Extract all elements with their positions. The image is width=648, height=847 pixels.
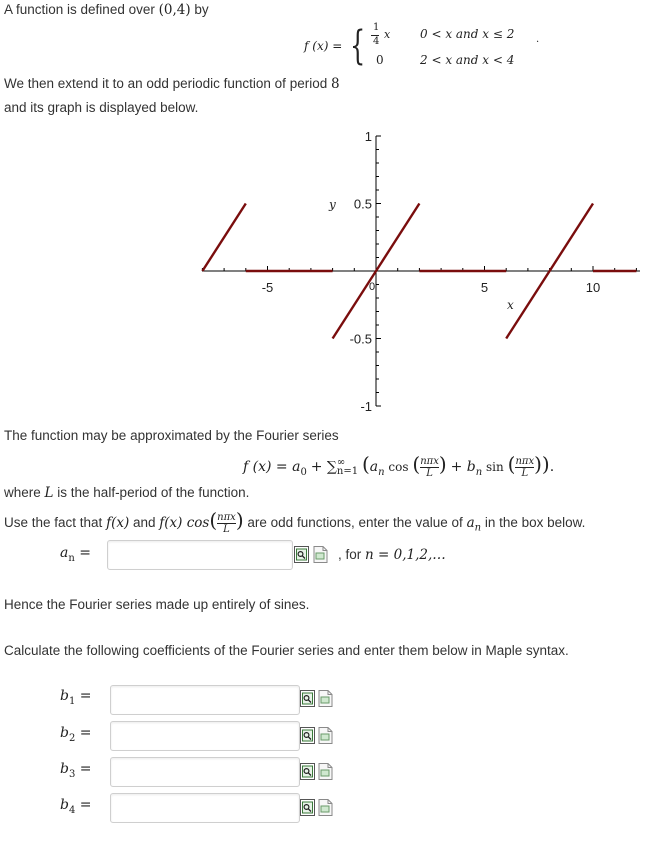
paren-cos-open: ( xyxy=(412,452,421,476)
function-segment xyxy=(202,204,245,272)
q-frac-num: nπx xyxy=(217,511,236,523)
cos-fraction xyxy=(420,456,439,479)
y-tick-label: -0.5 xyxy=(349,331,372,347)
an-label xyxy=(60,545,91,564)
fourier-formula xyxy=(243,452,554,482)
q-rest2: in the box below. xyxy=(484,515,586,530)
b4-preview-icon[interactable] xyxy=(300,799,315,816)
b3-eq: = xyxy=(79,761,92,777)
x-axis-label: x xyxy=(507,298,514,312)
for-word: , for xyxy=(338,547,362,562)
formula-sum: + ∑ xyxy=(310,459,337,475)
q-fraction xyxy=(217,512,236,535)
intro-by: by xyxy=(194,2,209,17)
formula-bn-sub: n xyxy=(475,466,483,478)
where-word: where xyxy=(4,485,41,500)
extend-line-2: and its graph is displayed below. xyxy=(4,100,199,115)
piecewise-lhs: f (x) = xyxy=(304,39,343,53)
brace: { xyxy=(350,23,366,69)
b4-eq: = xyxy=(79,797,92,813)
an-label-var: a xyxy=(60,545,69,561)
extend-line-1 xyxy=(4,76,340,92)
b1-label xyxy=(60,688,92,707)
x-tick-label: -5 xyxy=(261,280,274,295)
y-tick-label: 1 xyxy=(364,129,372,144)
case1-condition: 0 < x and x ≤ 2 xyxy=(420,27,515,41)
b2-help-document-icon[interactable] xyxy=(318,727,333,744)
formula-an-sub: n xyxy=(378,466,385,478)
q-rest: are odd functions, enter the value of xyxy=(247,515,463,530)
intro-interval: (0,4) xyxy=(158,2,191,18)
q-fx-cos: f(x) cos xyxy=(159,515,210,531)
b3-label xyxy=(60,761,92,780)
b4-sub: 4 xyxy=(68,804,76,816)
b4-input[interactable] xyxy=(110,793,300,823)
x-tick-label: 10 xyxy=(585,280,601,295)
case1-num: 1 xyxy=(373,22,380,33)
intro-line xyxy=(4,2,209,18)
fourier-intro: The function may be approximated by the Fourier series xyxy=(4,428,339,443)
case1-var: x xyxy=(384,28,391,41)
b2-var: b xyxy=(60,725,69,741)
sum-limits xyxy=(337,458,358,476)
paren-sin-close: )) xyxy=(534,452,550,476)
formula-end-dot: . xyxy=(549,459,555,475)
formula-sin: sin xyxy=(482,460,504,474)
where-line xyxy=(4,485,249,501)
cos-frac-den: L xyxy=(420,467,439,479)
formula-cos: cos xyxy=(384,460,409,474)
q-paren-open: ( xyxy=(209,508,218,532)
n-range: n = 0,1,2,… xyxy=(365,547,446,563)
formula-an: a xyxy=(369,459,379,475)
b2-label xyxy=(60,725,92,744)
b4-label xyxy=(60,797,92,816)
b2-input[interactable] xyxy=(110,721,300,751)
an-input[interactable] xyxy=(107,540,293,570)
b1-help-document-icon[interactable] xyxy=(318,690,333,707)
chart-root xyxy=(202,129,640,414)
an-label-eq: = xyxy=(79,545,91,561)
b3-sub: 3 xyxy=(68,768,76,780)
sin-frac-den: L xyxy=(515,467,534,479)
b1-sub: 1 xyxy=(68,695,76,707)
intro-text: A function is defined over xyxy=(4,2,155,17)
paren-sin-open: ( xyxy=(507,452,516,476)
case1-den: 4 xyxy=(373,36,380,47)
b2-sub: 2 xyxy=(68,732,76,744)
formula-lhs: f (x) = a xyxy=(243,459,301,475)
b1-eq: = xyxy=(79,688,92,704)
y-axis-label: y xyxy=(329,197,336,212)
where-rest: is the half-period of the function. xyxy=(57,485,250,500)
q-an: a xyxy=(466,515,475,531)
formula-a0-sub: 0 xyxy=(300,466,307,478)
x-tick-label: 5 xyxy=(480,280,489,295)
q-an-sub: n xyxy=(474,522,482,534)
piecewise-period: . xyxy=(536,34,540,45)
case2-value: 0 xyxy=(376,53,384,67)
help-document-icon[interactable] xyxy=(313,546,328,563)
b3-preview-icon[interactable] xyxy=(300,763,315,780)
formula-b: + b xyxy=(450,459,476,475)
an-label-sub: n xyxy=(68,552,75,564)
q-frac-den: L xyxy=(217,523,236,535)
b3-var: b xyxy=(60,761,69,777)
y-tick-label: -1 xyxy=(360,399,372,414)
paren-open: ( xyxy=(361,452,370,476)
preview-icon[interactable] xyxy=(294,546,309,563)
extend-period: 8 xyxy=(330,76,340,92)
y-tick-label: 0.5 xyxy=(353,196,372,212)
calc-line: Calculate the following coefficients of the Fourier series and enter them below in Maple syntax. xyxy=(4,643,569,658)
origin-label: 0 xyxy=(369,281,376,293)
hence-line: Hence the Fourier series made up entirely of sines. xyxy=(4,597,310,612)
b1-preview-icon[interactable] xyxy=(300,690,315,707)
b2-preview-icon[interactable] xyxy=(300,727,315,744)
question-line xyxy=(4,507,585,537)
q-and: and xyxy=(133,515,156,530)
sin-fraction xyxy=(515,456,534,479)
b3-help-document-icon[interactable] xyxy=(318,763,333,780)
extend-text: We then extend it to an odd periodic function of period xyxy=(4,76,328,91)
cos-frac-num: nπx xyxy=(420,455,439,467)
b1-var: b xyxy=(60,688,69,704)
q-use-fact: Use the fact that xyxy=(4,515,103,530)
b1-input[interactable] xyxy=(110,685,300,715)
b3-input[interactable] xyxy=(110,757,300,787)
function-graph xyxy=(0,125,648,425)
b2-eq: = xyxy=(79,725,92,741)
piecewise-definition xyxy=(300,22,560,76)
b4-help-document-icon[interactable] xyxy=(318,799,333,816)
sum-sub: n=1 xyxy=(336,466,359,478)
q-paren-close: ) xyxy=(235,508,244,532)
paren-cos-close: ) xyxy=(438,452,447,476)
sin-frac-num: nπx xyxy=(515,455,535,467)
case2-condition: 2 < x and x < 4 xyxy=(420,53,515,67)
q-fx: f(x) xyxy=(106,515,130,531)
where-L: L xyxy=(44,485,54,501)
sum-sup: ∞ xyxy=(336,457,346,469)
an-for-text xyxy=(338,547,446,563)
b4-var: b xyxy=(60,797,69,813)
